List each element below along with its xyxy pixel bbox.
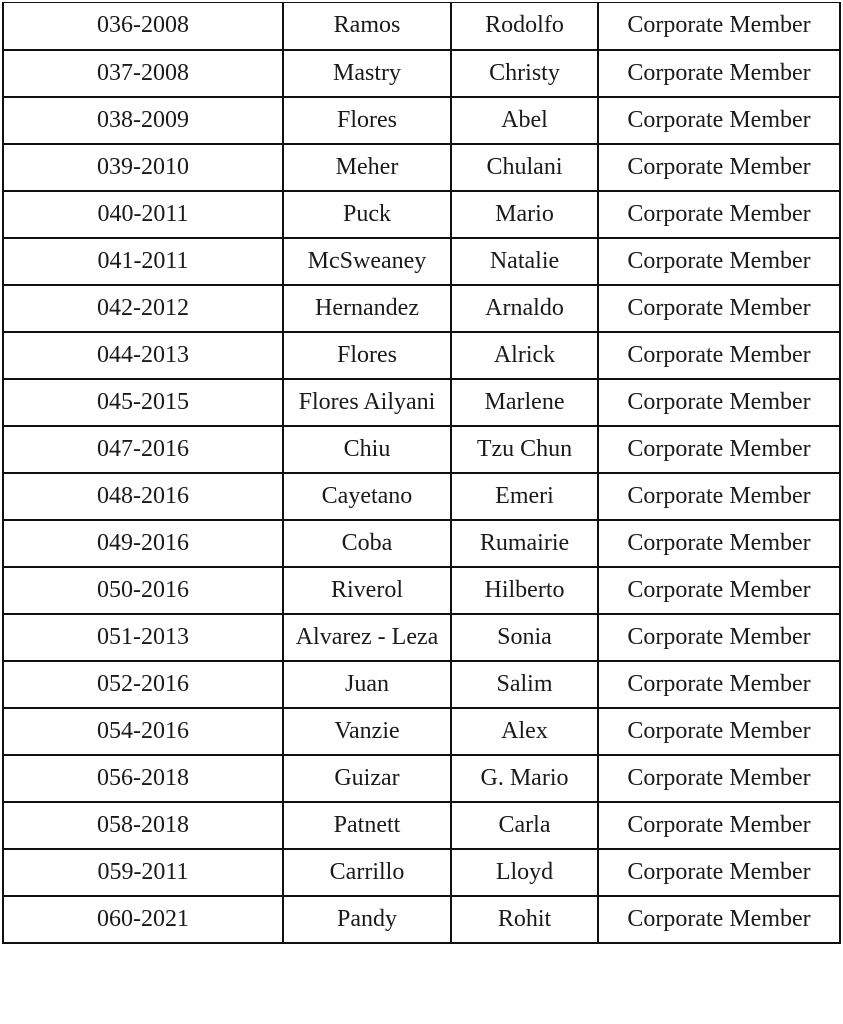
member-id-cell: 039-2010 <box>3 144 283 191</box>
member-id-cell: 037-2008 <box>3 50 283 97</box>
member-table <box>2 2 841 944</box>
table-row <box>3 332 840 379</box>
membership-cell: Corporate Member <box>598 97 840 144</box>
last-name-cell: Hernandez <box>283 285 451 332</box>
membership-cell: Corporate Member <box>598 191 840 238</box>
member-id-cell: 052-2016 <box>3 661 283 708</box>
first-name-cell: Arnaldo <box>451 285 598 332</box>
table-row <box>3 520 840 567</box>
table-row <box>3 755 840 802</box>
first-name-cell: Abel <box>451 97 598 144</box>
member-id-cell: 054-2016 <box>3 708 283 755</box>
last-name-cell: Guizar <box>283 755 451 802</box>
membership-cell: Corporate Member <box>598 896 840 943</box>
table-row <box>3 849 840 896</box>
last-name-cell: Flores Ailyani <box>283 379 451 426</box>
last-name-cell: Puck <box>283 191 451 238</box>
member-id-cell: 051-2013 <box>3 614 283 661</box>
first-name-cell: Carla <box>451 802 598 849</box>
member-id-cell: 042-2012 <box>3 285 283 332</box>
membership-cell: Corporate Member <box>598 520 840 567</box>
member-id-cell: 044-2013 <box>3 332 283 379</box>
last-name-cell: Riverol <box>283 567 451 614</box>
table-row <box>3 191 840 238</box>
table-row <box>3 238 840 285</box>
membership-cell: Corporate Member <box>598 3 840 50</box>
first-name-cell: Marlene <box>451 379 598 426</box>
membership-cell: Corporate Member <box>598 849 840 896</box>
member-id-cell: 056-2018 <box>3 755 283 802</box>
first-name-cell: Mario <box>451 191 598 238</box>
table-row <box>3 661 840 708</box>
last-name-cell: Vanzie <box>283 708 451 755</box>
last-name-cell: McSweaney <box>283 238 451 285</box>
member-id-cell: 048-2016 <box>3 473 283 520</box>
membership-cell: Corporate Member <box>598 238 840 285</box>
membership-cell: Corporate Member <box>598 755 840 802</box>
membership-cell: Corporate Member <box>598 802 840 849</box>
membership-cell: Corporate Member <box>598 426 840 473</box>
table-row <box>3 708 840 755</box>
member-table-body <box>3 3 840 943</box>
table-row <box>3 614 840 661</box>
membership-cell: Corporate Member <box>598 614 840 661</box>
table-row <box>3 426 840 473</box>
membership-cell: Corporate Member <box>598 332 840 379</box>
last-name-cell: Flores <box>283 332 451 379</box>
first-name-cell: Sonia <box>451 614 598 661</box>
first-name-cell: Rumairie <box>451 520 598 567</box>
member-id-cell: 049-2016 <box>3 520 283 567</box>
membership-cell: Corporate Member <box>598 50 840 97</box>
member-id-cell: 060-2021 <box>3 896 283 943</box>
last-name-cell: Alvarez - Leza <box>283 614 451 661</box>
table-row <box>3 3 840 50</box>
table-row <box>3 802 840 849</box>
first-name-cell: Christy <box>451 50 598 97</box>
last-name-cell: Flores <box>283 97 451 144</box>
first-name-cell: Alrick <box>451 332 598 379</box>
member-id-cell: 047-2016 <box>3 426 283 473</box>
first-name-cell: Chulani <box>451 144 598 191</box>
table-row <box>3 97 840 144</box>
membership-cell: Corporate Member <box>598 379 840 426</box>
last-name-cell: Chiu <box>283 426 451 473</box>
membership-cell: Corporate Member <box>598 661 840 708</box>
member-id-cell: 059-2011 <box>3 849 283 896</box>
first-name-cell: Natalie <box>451 238 598 285</box>
table-row <box>3 379 840 426</box>
last-name-cell: Mastry <box>283 50 451 97</box>
member-id-cell: 050-2016 <box>3 567 283 614</box>
first-name-cell: Rohit <box>451 896 598 943</box>
table-row <box>3 896 840 943</box>
last-name-cell: Ramos <box>283 3 451 50</box>
member-id-cell: 040-2011 <box>3 191 283 238</box>
first-name-cell: Alex <box>451 708 598 755</box>
table-row <box>3 473 840 520</box>
last-name-cell: Pandy <box>283 896 451 943</box>
member-id-cell: 045-2015 <box>3 379 283 426</box>
member-id-cell: 038-2009 <box>3 97 283 144</box>
membership-cell: Corporate Member <box>598 285 840 332</box>
first-name-cell: G. Mario <box>451 755 598 802</box>
last-name-cell: Meher <box>283 144 451 191</box>
membership-cell: Corporate Member <box>598 473 840 520</box>
table-row <box>3 50 840 97</box>
first-name-cell: Rodolfo <box>451 3 598 50</box>
membership-cell: Corporate Member <box>598 708 840 755</box>
first-name-cell: Tzu Chun <box>451 426 598 473</box>
last-name-cell: Coba <box>283 520 451 567</box>
last-name-cell: Cayetano <box>283 473 451 520</box>
member-id-cell: 036-2008 <box>3 3 283 50</box>
membership-cell: Corporate Member <box>598 144 840 191</box>
first-name-cell: Hilberto <box>451 567 598 614</box>
member-id-cell: 041-2011 <box>3 238 283 285</box>
last-name-cell: Juan <box>283 661 451 708</box>
table-row <box>3 567 840 614</box>
last-name-cell: Patnett <box>283 802 451 849</box>
table-row <box>3 144 840 191</box>
member-id-cell: 058-2018 <box>3 802 283 849</box>
first-name-cell: Salim <box>451 661 598 708</box>
table-row <box>3 285 840 332</box>
first-name-cell: Emeri <box>451 473 598 520</box>
last-name-cell: Carrillo <box>283 849 451 896</box>
first-name-cell: Lloyd <box>451 849 598 896</box>
membership-cell: Corporate Member <box>598 567 840 614</box>
